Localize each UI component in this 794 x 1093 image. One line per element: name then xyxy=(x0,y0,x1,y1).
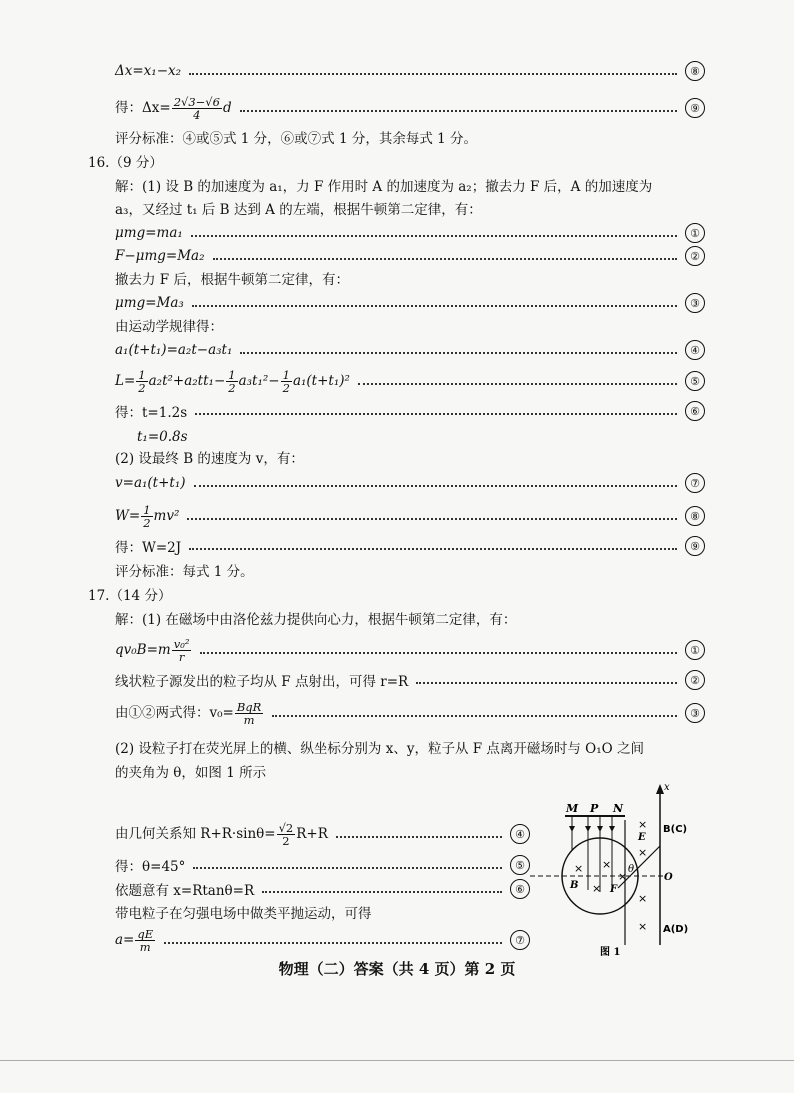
solution-text: 解：(1) 设 B 的加速度为 a₁，力 F 作用时 A 的加速度为 a₂；撤去力 F 后，A 的加速度为 xyxy=(115,179,653,195)
svg-text:O: O xyxy=(664,872,673,883)
solution-text: a₃，又经过 t₁ 后 B 达到 A 的左端，根据牛顿第二定律，有： xyxy=(115,202,482,218)
svg-text:N: N xyxy=(613,802,624,815)
equation-row: 由①②两式得：v₀= $\frac{\text{BqR}}{m}$ ③ xyxy=(115,697,705,729)
solution-text: (2) 设粒子打在荧光屏上的横、纵坐标分别为 x、y，粒子从 F 点离开磁场时与 O₁O 之间 xyxy=(115,741,645,757)
bottom-rule xyxy=(0,1060,794,1061)
equation-row: a= $\frac{qE}{m}$ ⑦ xyxy=(115,924,530,956)
svg-text:B: B xyxy=(570,880,579,891)
solution-text: 的夹角为 θ，如图 1 所示 xyxy=(115,765,267,781)
equation-row: Δx=x₁−x₂ ⑧ xyxy=(115,58,705,84)
equation-row: 线状粒子源发出的粒子均从 F 点射出，可得 r=R ② xyxy=(115,667,705,693)
solution-result: t₁=0.8s xyxy=(137,429,188,445)
svg-text:×: × xyxy=(618,870,628,883)
svg-text:×: × xyxy=(592,882,602,895)
svg-text:x: x xyxy=(664,782,670,793)
question-heading: 16.（9 分） xyxy=(88,155,163,171)
svg-text:×: × xyxy=(574,862,584,875)
solution-text: 由运动学规律得： xyxy=(115,319,223,335)
page-footer: 物理（二）答案（共 4 页）第 2 页 xyxy=(278,960,516,978)
equation-row: F−μmg=Ma₂ ② xyxy=(115,243,705,269)
equation-row: 由几何关系知 R+R·sinθ= $\frac{√2}{2}$ R+R ④ xyxy=(115,818,530,850)
svg-text:E: E xyxy=(638,832,646,843)
question-heading: 17.（14 分） xyxy=(88,588,172,604)
equation-row: 得：W=2J ⑨ xyxy=(115,533,705,559)
solution-text: 解：(1) 在磁场中由洛伦兹力提供向心力，根据牛顿第二定律，有： xyxy=(115,612,517,628)
svg-text:P: P xyxy=(590,802,599,815)
solution-text: 带电粒子在匀强电场中做类平抛运动，可得 xyxy=(115,906,372,922)
solution-text: (2) 设最终 B 的速度为 v，有： xyxy=(115,451,304,467)
svg-text:θ: θ xyxy=(628,864,635,875)
solution-text: 撤去力 F 后，根据牛顿第二定律，有： xyxy=(115,272,349,288)
equation-row: qv₀B=m $\frac{\text{v₀²}}{r}$ ① xyxy=(115,634,705,666)
equation-row: a₁(t+t₁)=a₂t−a₃t₁ ④ xyxy=(115,337,705,363)
equation-row: 得：θ=45° ⑤ xyxy=(115,852,530,878)
equation-row: 依题意有 x=Rtanθ=R ⑥ xyxy=(115,876,530,902)
svg-text:×: × xyxy=(602,858,612,871)
svg-text:×: × xyxy=(638,892,648,905)
equation-row: L= $\frac{1}{2}$ a₂t²+a₂tt₁− $\frac{1}{2}$ a₃t₁²− $\frac{1}{2}$ a₁(t+t₁)² ⑤ xyxy=(115,365,705,397)
svg-text:F: F xyxy=(610,884,618,895)
grading-note: 评分标准：每式 1 分。 xyxy=(115,564,254,580)
svg-text:A(D): A(D) xyxy=(663,924,689,935)
equation-row: μmg=Ma₃ ③ xyxy=(115,290,705,316)
svg-text:×: × xyxy=(638,818,648,831)
equation-row: 得：t=1.2s ⑥ xyxy=(115,398,705,424)
equation-row: 得：Δx= $\frac{2√3-√6}{4}$ d ⑨ xyxy=(115,92,705,124)
equation-row: v=a₁(t+t₁) ⑦ xyxy=(115,470,705,496)
svg-text:M: M xyxy=(566,802,579,815)
equation-row: W= $\frac{1}{2}$ mv² ⑧ xyxy=(115,500,705,532)
equation-row: μmg=ma₁ ① xyxy=(115,220,705,246)
svg-text:图 1: 图 1 xyxy=(600,947,621,958)
svg-text:×: × xyxy=(638,846,648,859)
svg-text:×: × xyxy=(638,920,648,933)
grading-note: 评分标准：④或⑤式 1 分，⑥或⑦式 1 分，其余每式 1 分。 xyxy=(115,131,478,147)
figure-1-diagram xyxy=(530,780,710,960)
svg-text:B(C): B(C) xyxy=(663,824,688,835)
